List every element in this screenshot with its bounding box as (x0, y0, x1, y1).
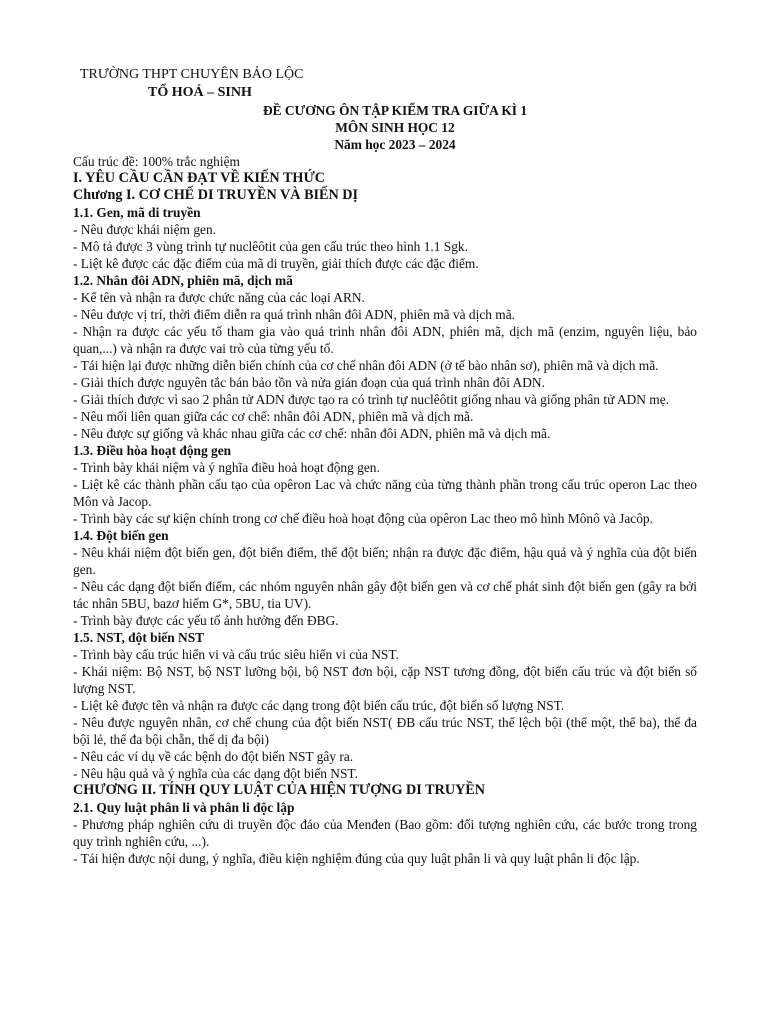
section-heading: I. YÊU CẦU CẦN ĐẠT VỀ KIẾN THỨC (73, 170, 325, 186)
list-item: - Nêu khái niệm đột biến gen, đột biến điểm, thể đột biến; nhận ra được đặc điểm, hậu quả và ý nghĩa của đột biến gen. (73, 545, 697, 577)
list-item: - Tái hiện lại được những diễn biến chính của cơ chế nhân đôi ADN (ở tế bào nhân sơ), phiên mã và dịch mã. (73, 358, 659, 373)
list-item: - Trình bày khái niệm và ý nghĩa điều hoà hoạt động gen. (73, 460, 380, 475)
subject-title: MÔN SINH HỌC 12 (335, 120, 455, 135)
list-item: - Liệt kê được tên và nhận ra được các dạng trong đột biến cấu trúc, đột biến số lượng NST. (73, 698, 565, 713)
school-name: TRƯỜNG THPT CHUYÊN BẢO LỘC (80, 67, 304, 82)
subsection-heading: 1.5. NST, đột biến NST (73, 630, 205, 645)
exam-structure: Cấu trúc đề: 100% trắc nghiệm (73, 154, 240, 169)
list-item: - Mô tả được 3 vùng trình tự nuclêôtit của gen cấu trúc theo hình 1.1 Sgk. (73, 239, 468, 254)
list-item: - Khái niệm: Bộ NST, bộ NST lưỡng bội, bộ NST đơn bội, cặp NST tương đồng, đột biến cấu trúc và đột biến số lượng NST. (73, 664, 697, 696)
department-name: TỔ HOÁ – SINH (148, 85, 252, 100)
list-item: - Phương pháp nghiên cứu di truyền độc đáo của Menđen (Bao gồm: đối tượng nghiên cứu, các bước trong trong quy trình nghiên cứu, ...). (73, 817, 697, 849)
list-item: - Trình bày cấu trúc hiển vi và cấu trúc siêu hiển vi của NST. (73, 647, 399, 662)
document-title: ĐỀ CƯƠNG ÔN TẬP KIỂM TRA GIỮA KÌ 1 (262, 103, 528, 118)
list-item: - Giải thích được vì sao 2 phân tử ADN được tạo ra có trình tự nuclêôtit giống nhau và giống phân tử ADN mẹ. (73, 392, 670, 407)
list-item: - Liệt kê các thành phần cấu tạo của opêron Lac và chức năng của từng thành phần trong cấu trúc operon Lac theo Môn và Jacop. (73, 477, 697, 509)
list-item: - Nêu được vị trí, thời điểm diễn ra quá trình nhân đôi ADN, phiên mã và dịch mã. (73, 307, 516, 322)
list-item: - Kể tên và nhận ra được chức năng của các loại ARN. (73, 290, 365, 305)
list-item: - Nêu được nguyên nhân, cơ chế chung của đột biến NST( ĐB cấu trúc NST, thể lệch bội (thể một, thể ba), thể đa bội lẻ, thể đa bội chẵn, thể dị đa bội) (73, 715, 697, 747)
list-item: - Giải thích được nguyên tắc bán bảo tồn và nửa gián đoạn của quá trình nhân đôi ADN. (73, 375, 545, 390)
chapter-heading: Chương I. CƠ CHẾ DI TRUYỀN VÀ BIẾN DỊ (73, 187, 359, 203)
subsection-heading: 1.1. Gen, mã di truyền (73, 205, 201, 220)
list-item: - Tái hiện được nội dung, ý nghĩa, điều kiện nghiệm đúng của quy luật phân li và quy luật phân li độc lập. (73, 851, 640, 866)
chapter-heading: CHƯƠNG II. TÍNH QUY LUẬT CỦA HIỆN TƯỢNG DI TRUYỀN (73, 782, 486, 798)
list-item: - Nêu mối liên quan giữa các cơ chế: nhân đôi ADN, phiên mã và dịch mã. (73, 409, 474, 424)
list-item: - Nêu hậu quả và ý nghĩa của các dạng đột biến NST. (73, 766, 358, 781)
list-item: - Nêu được sự giống và khác nhau giữa các cơ chế: nhân đôi ADN, phiên mã và dịch mã. (73, 426, 551, 441)
list-item: - Liệt kê được các đặc điểm của mã di truyền, giải thích được các đặc điểm. (73, 256, 479, 271)
list-item: - Nhận ra được các yếu tố tham gia vào quá trình nhân đôi ADN, phiên mã, dịch mã (enzim, nguyên liệu, bảo quan,...) và nhận ra được vai trò của từng yếu tố. (73, 324, 697, 356)
subsection-heading: 1.3. Điều hòa hoạt động gen (73, 443, 232, 458)
list-item: - Trình bày các sự kiện chính trong cơ chế điều hoà hoạt động của opêron Lac theo mô hình Mônô và Jacôp. (73, 511, 653, 526)
subsection-heading: 2.1. Quy luật phân li và phân li độc lập (73, 800, 295, 815)
subsection-heading: 1.4. Đột biến gen (73, 528, 169, 543)
list-item: - Nêu các ví dụ về các bệnh do đột biến NST gây ra. (73, 749, 354, 764)
list-item: - Nêu các dạng đột biến điểm, các nhóm nguyên nhân gây đột biến gen và cơ chế phát sinh đột biến gen (gây ra bởi tác nhân 5BU, bazơ hiếm G*, 5BU, tia UV). (73, 579, 697, 611)
list-item: - Trình bày được các yếu tố ảnh hưởng đến ĐBG. (73, 613, 339, 628)
document-page (73, 66, 697, 867)
school-year: Năm học 2023 – 2024 (334, 137, 456, 152)
list-item: - Nêu được khái niệm gen. (73, 222, 216, 237)
subsection-heading: 1.2. Nhân đôi ADN, phiên mã, dịch mã (73, 273, 293, 288)
